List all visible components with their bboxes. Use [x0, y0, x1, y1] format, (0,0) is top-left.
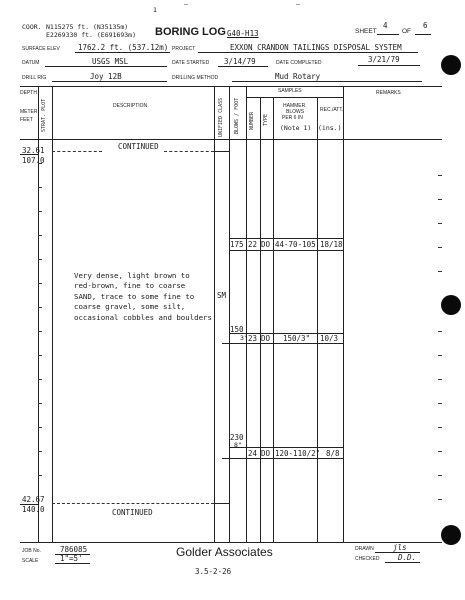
sample-24-hammer: 120-110/2" — [275, 449, 321, 458]
col-number: NUMBER — [249, 111, 255, 130]
date-completed-label: DATE COMPLETED — [276, 60, 322, 66]
bottom-depth-ft: 140.0 — [22, 505, 45, 514]
col-hammer-note: (Note 1) — [280, 124, 312, 132]
sample-23-type: DO — [261, 334, 271, 343]
col-feet: FEET — [20, 117, 33, 123]
sample-23-number: 23 — [248, 334, 258, 343]
date-completed-value: 3/21/79 — [368, 55, 400, 64]
coor-line-2: E2269330 ft. (E691693m) — [46, 31, 137, 39]
punch-hole — [441, 525, 461, 545]
drilling-method-value: Mud Rotary — [275, 72, 321, 81]
col-rec-units: (ins.) — [318, 124, 342, 132]
sheet-label: SHEET — [355, 28, 377, 35]
sheet-number: 4 — [383, 21, 388, 30]
scale-value: 1"=5' — [60, 554, 83, 563]
coor-line-1: N115275 ft. (N35135m) — [46, 23, 129, 31]
sample-22-hammer: 44-70-105 — [275, 240, 316, 249]
col-hammer-per: PER 6 IN — [282, 115, 303, 121]
col-hammer-blows: BLOWS — [286, 109, 305, 115]
sheet-total: 6 — [423, 21, 428, 30]
col-meter: METER — [20, 109, 38, 115]
sample-23-rec: 10/3 — [320, 334, 339, 343]
drill-rig-label: DRILL RIG — [22, 75, 47, 81]
surface-elev-value: 1762.2 ft. (537.12m) — [78, 43, 169, 52]
datum-label: DATUM — [22, 60, 40, 66]
col-depth: DEPTH — [20, 90, 37, 96]
top-depth-ft: 107.0 — [22, 156, 45, 165]
sample-23-blows-sub: 3" — [240, 334, 248, 342]
sample-24-blows: 230 — [230, 433, 244, 442]
date-started-value: 3/14/79 — [224, 57, 256, 66]
sample-22-number: 22 — [248, 240, 258, 249]
coor-label: COOR. — [22, 23, 42, 31]
job-no-value: 786085 — [60, 545, 88, 554]
col-remarks: REMARKS — [376, 90, 401, 96]
company-name: Golder Associates — [176, 545, 273, 559]
continued-bottom: CONTINUED — [112, 508, 153, 517]
tick-mark: – — [296, 0, 300, 8]
date-started-label: DATE STARTED — [172, 60, 210, 66]
checked-label: CHECKED — [355, 556, 380, 562]
col-type: TYPE — [263, 113, 269, 126]
log-title: BORING LOG — [155, 26, 226, 38]
sample-24-type: DO — [261, 449, 271, 458]
page-ref: 3.5-2-26 — [195, 567, 232, 576]
bottom-depth-m: 42.67 — [22, 495, 45, 504]
punch-hole — [441, 295, 461, 315]
sample-23-blows: 150 — [230, 325, 244, 334]
drilling-method-label: DRILLING METHOD — [172, 75, 219, 81]
col-samples: SAMPLES — [278, 88, 302, 94]
soil-description: Very dense, light brown to red-brown, fine to coarse SAND, trace to some fine to coarse gravel, some silt, occasional cobbles and boulders — [74, 271, 212, 322]
continued-top: CONTINUED — [118, 142, 159, 151]
datum-value: USGS MSL — [92, 57, 129, 66]
scale-label: SCALE — [22, 558, 39, 564]
sample-24-number: 24 — [248, 449, 258, 458]
sample-22-rec: 18/18 — [320, 240, 343, 249]
project-value: EXXON CRANDON TAILINGS DISPOSAL SYSTEM — [230, 43, 402, 52]
unified-class-value: SM — [217, 291, 227, 300]
project-label: PROJECT — [172, 46, 196, 52]
surface-elev-label: SURFACE ELEV — [22, 46, 60, 52]
col-hammer: HAMMER — [283, 103, 306, 109]
tick-mark: – — [184, 0, 188, 8]
sample-22-blows: 175 — [230, 240, 244, 249]
boring-id: G40-H13 — [227, 29, 259, 38]
sample-23-hammer: 150/3" — [283, 334, 311, 343]
of-label: OF — [402, 28, 412, 35]
col-rec-att: REC./ATT. — [320, 107, 344, 113]
top-depth-m: 32.61 — [22, 146, 45, 155]
col-description: DESCRIPTION — [113, 103, 148, 109]
sample-24-blows-sub: 8" — [234, 441, 242, 449]
drill-rig-value: Joy 12B — [90, 72, 122, 81]
top-mark: 1 — [153, 6, 157, 14]
drawn-value: jls — [393, 543, 407, 552]
punch-hole — [441, 55, 461, 75]
checked-value: D.D. — [398, 553, 417, 562]
sample-22-type: DO — [261, 240, 271, 249]
sample-24-rec: 8/8 — [326, 449, 340, 458]
col-strat-plot: STRAT. PLOT — [41, 98, 47, 132]
job-no-label: JOB No. — [22, 548, 41, 554]
drawn-label: DRAWN — [355, 546, 374, 552]
col-blows-per-foot: BLOWS / FOOT — [234, 97, 240, 134]
col-unified-class: UNIFIED CLASS — [218, 97, 224, 137]
